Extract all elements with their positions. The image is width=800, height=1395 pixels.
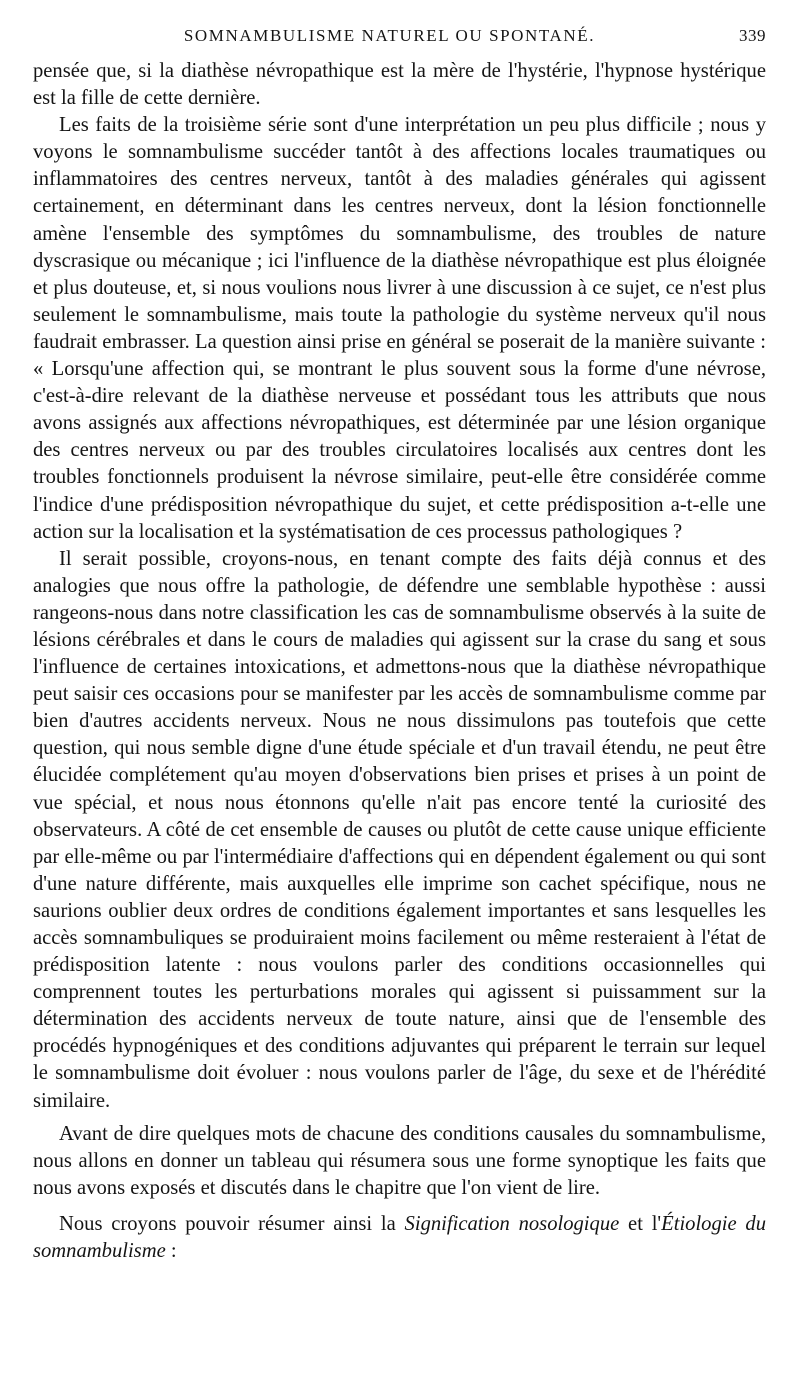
conclusion-italic-etiology: Étiologie du somnambulisme <box>33 1212 767 1263</box>
book-page <box>33 26 766 1265</box>
paragraph-summary-intro: Avant de dire quelques mots de chacune des conditions causales du somnambulisme, nous allons en donner un tableau qui résumera sous une forme synoptique les faits que nous avons exposés et discutés dans le chapitre que l'on vient de lire. <box>33 1122 766 1199</box>
paragraph-conclusion <box>33 1211 766 1265</box>
paragraph-hypothesis: Il serait possible, croyons-nous, en tenant compte des faits déjà connus et des analogies que nous offre la pathologie, de défendre une semblable hypothèse : aussi rangeons-nous dans notre classification les cas de somnambulisme observés à la suite de lésions cérébrales et dans le cours de maladies qui agissent sur la crase du sang et sous l'influence de certaines intoxications, et admettons-nous que la diathèse névropathique peut saisir ces occasions pour se manifester par les accès de somnambulisme comme par bien d'autres accidents nerveux. Nous ne nous dissimulons pas toutefois que cette question, qui nous semble digne d'une étude spéciale et d'un travail étendu, ne peut être élucidée complétement qu'au moyen d'observations bien prises et prises à un point de vue spécial, et nous nous étonnons qu'elle n'ait pas encore tenté la curiosité des observateurs. A côté de cet ensemble de causes ou plutôt de cette cause unique efficiente par elle-même ou par l'intermédiaire d'affections qui en dépendent également ou qui sont d'une nature différente, mais auxquelles elle imprime son cachet spécifique, nous ne saurions oublier deux ordres de conditions également importantes et sans lesquelles les accès somnambuliques se produiraient moins facilement ou même resteraient à l'état de prédisposition latente : nous voulons parler des conditions occasionnelles qui comprennent toutes les perturbations morales qui agissent si puissamment sur la détermination des accidents nerveux de toute nature, ainsi que de l'ensemble des procédés hypnogéniques et des conditions adjuvantes qui préparent le terrain sur lequel le somnambulisme doit évoluer : nous voulons parler de l'âge, du sexe et de l'hérédité similaire. <box>33 547 766 1112</box>
conclusion-italic-nosology: Signification nosologique <box>404 1212 620 1235</box>
running-head <box>33 26 766 58</box>
paragraph-third-series: Les faits de la troisième série sont d'une interprétation un peu plus difficile ; nous y voyons le somnambulisme succéder tantôt à des affections locales traumatiques ou inflammatoires des centres nerveux, tantôt à des maladies générales qui agissent certainement, en déterminant dans les centres nerveux, dont la lésion fonctionnelle amène l'ensemble des symptômes du somnambulisme, des troubles de nature dyscrasique ou mécanique ; ici l'influence de la diathèse névropathique est plus éloignée et plus douteuse, et, si nous voulions nous livrer à une discussion à ce sujet, ce n'est plus seulement le somnambulisme, mais toute la pathologie du système nerveux qu'il nous faudrait embrasser. La question ainsi prise en général se poserait de la manière suivante : « Lorsqu'une affection qui, se montrant le plus souvent sous la forme d'une névrose, c'est-à-dire relevant de la diathèse nerveuse et possédant tous les attributs que nous avons assignés aux affections névropathiques, est déterminée par une lésion organique des centres nerveux ou par des troubles circulatoires localisés aux centres dont les troubles fonctionnels produisent la névrose similaire, peut-elle être considérée comme l'indice d'une prédisposition névropathique du sujet, et cette prédisposition a-t-elle une action sur la localisation et la systématisation de ces processus pathologiques ? <box>33 114 766 543</box>
conclusion-text-start: Nous croyons pouvoir résumer ainsi la <box>59 1212 405 1235</box>
body-text <box>33 58 766 1265</box>
conclusion-text-mid: et l' <box>619 1212 662 1235</box>
paragraph-continuation: pensée que, si la diathèse névropathique est la mère de l'hystérie, l'hypnose hystérique est la fille de cette dernière. <box>33 60 766 110</box>
running-title: SOMNAMBULISME NATUREL OU SPONTANÉ. <box>183 26 596 45</box>
page-number: 339 <box>739 26 766 45</box>
conclusion-text-end: : <box>165 1240 177 1263</box>
